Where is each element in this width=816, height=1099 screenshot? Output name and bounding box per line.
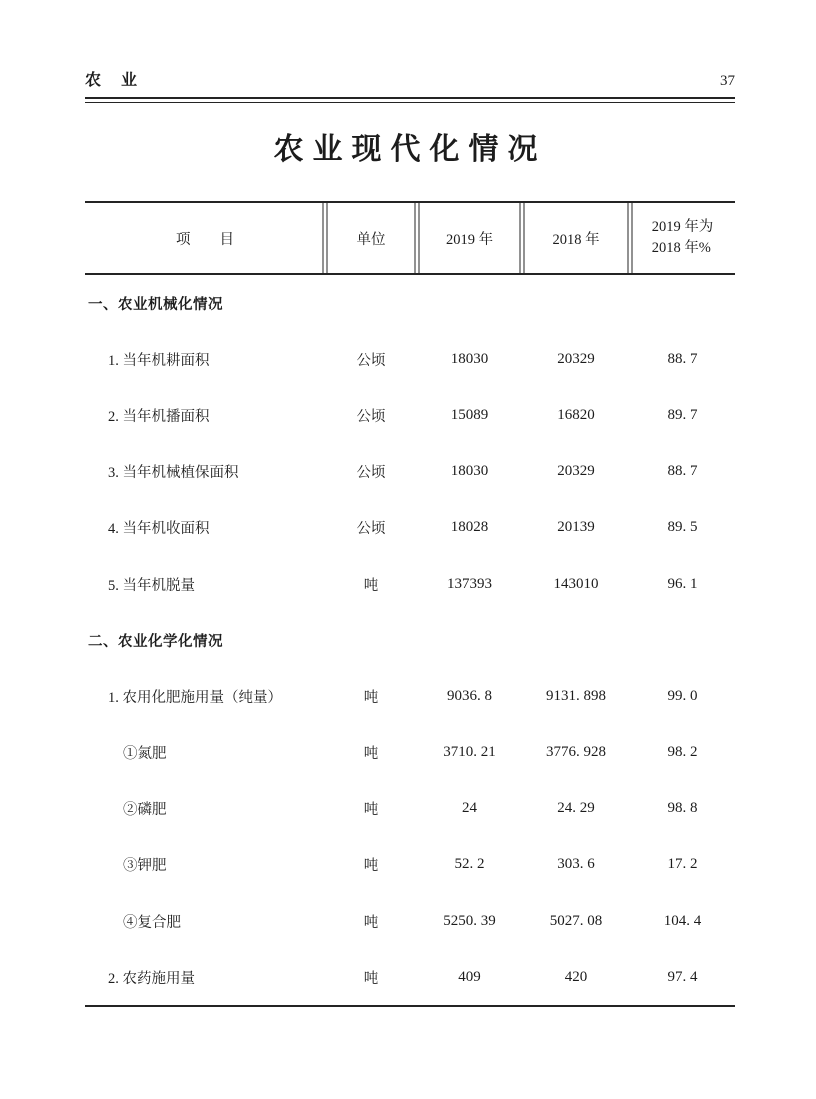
table-row: [85, 612, 735, 668]
value-2018-cell: 24. 29: [557, 800, 595, 817]
column-header-ratio: [630, 217, 735, 259]
ratio-cell: 89. 7: [667, 406, 698, 423]
value-2019-cell: 15089: [450, 406, 489, 423]
table-row: [85, 668, 735, 724]
table-row: [85, 387, 735, 443]
column-header-2019: 2019 年: [445, 231, 494, 248]
item-cell: 4. 当年机收面积: [108, 521, 210, 538]
ratio-cell: 97. 4: [667, 968, 698, 985]
header-divider: [415, 203, 420, 273]
unit-cell: 公顷: [356, 465, 386, 482]
table-row: [85, 949, 735, 1005]
unit-cell: 公顷: [356, 521, 386, 538]
item-cell: 1. 当年机耕面积: [108, 352, 210, 369]
page-number: 37: [720, 73, 735, 89]
header-divider: [520, 203, 525, 273]
value-2018-cell: 3776. 928: [546, 744, 606, 761]
page-title: 农业现代化情况: [273, 133, 547, 166]
unit-cell: 公顷: [356, 408, 386, 425]
column-header-item: 项 目: [176, 231, 234, 248]
column-header-ratio-text: 2019 年为 2018 年%: [651, 219, 714, 256]
unit-cell: 吨: [363, 914, 379, 931]
header-double-rule: [85, 97, 735, 103]
table-body: [85, 275, 735, 1007]
value-2019-cell: 52. 2: [454, 856, 485, 873]
value-2018-cell: 20329: [557, 350, 595, 367]
value-2018-cell: 20139: [557, 519, 595, 536]
header-divider: [323, 203, 328, 273]
item-cell: 3. 当年机械植保面积: [108, 465, 239, 482]
column-header-2018: 2018 年: [552, 231, 600, 248]
ratio-cell: 104. 4: [663, 912, 702, 929]
value-2018-cell: 420: [564, 968, 588, 985]
column-header-unit: 单位: [356, 231, 386, 248]
value-2018-cell: 143010: [553, 575, 599, 592]
ratio-cell: 99. 0: [667, 687, 698, 704]
value-2019-cell: 3710. 21: [443, 744, 496, 761]
header-divider: [628, 203, 633, 273]
item-cell: ④复合肥: [123, 914, 181, 931]
unit-cell: 吨: [363, 577, 379, 594]
item-cell: ③钾肥: [123, 858, 167, 875]
table-row: [85, 556, 735, 612]
table-row: [85, 444, 735, 500]
table-row: [85, 331, 735, 387]
unit-cell: 公顷: [356, 352, 386, 369]
unit-cell: 吨: [363, 970, 379, 987]
ratio-cell: 88. 7: [667, 350, 698, 367]
statistics-table: [85, 201, 735, 1007]
value-2019-cell: 409: [458, 968, 481, 985]
value-2018-cell: 20329: [557, 463, 595, 480]
value-2018-cell: 5027. 08: [549, 912, 603, 929]
value-2019-cell: 24: [462, 800, 477, 817]
item-cell: 5. 当年机脱量: [108, 577, 195, 594]
value-2019-cell: 18030: [450, 463, 489, 480]
value-2019-cell: 9036. 8: [447, 687, 492, 704]
item-cell: 一、农业机械化情况: [88, 296, 223, 313]
unit-cell: 吨: [363, 858, 379, 875]
item-cell: 2. 农药施用量: [108, 970, 195, 987]
table-header-row: [85, 201, 735, 275]
item-cell: 1. 农用化肥施用量（纯量）: [108, 689, 282, 706]
value-2019-cell: 18028: [450, 519, 489, 536]
table-row: [85, 275, 735, 331]
table-row: [85, 837, 735, 893]
ratio-cell: 96. 1: [667, 575, 698, 592]
item-cell: ①氮肥: [123, 746, 167, 763]
ratio-cell: 98. 8: [667, 800, 698, 817]
value-2018-cell: 16820: [557, 406, 595, 423]
value-2019-cell: 137393: [447, 575, 492, 592]
table-row: [85, 500, 735, 556]
value-2018-cell: 9131. 898: [546, 687, 606, 704]
unit-cell: 吨: [363, 802, 379, 819]
unit-cell: 吨: [363, 746, 379, 763]
item-cell: 二、农业化学化情况: [88, 633, 223, 650]
unit-cell: 吨: [363, 689, 379, 706]
value-2018-cell: 303. 6: [557, 856, 595, 873]
running-header-text: 农 业: [85, 72, 140, 89]
running-head: [85, 66, 735, 90]
ratio-cell: 88. 7: [667, 463, 698, 480]
ratio-cell: 17. 2: [667, 856, 698, 873]
ratio-cell: 98. 2: [667, 744, 698, 761]
item-cell: 2. 当年机播面积: [108, 408, 210, 425]
table-row: [85, 893, 735, 949]
table-row: [85, 725, 735, 781]
ratio-cell: 89. 5: [667, 519, 698, 536]
value-2019-cell: 5250. 39: [443, 912, 496, 929]
table-row: [85, 781, 735, 837]
item-cell: ②磷肥: [123, 802, 167, 819]
value-2019-cell: 18030: [450, 350, 489, 367]
